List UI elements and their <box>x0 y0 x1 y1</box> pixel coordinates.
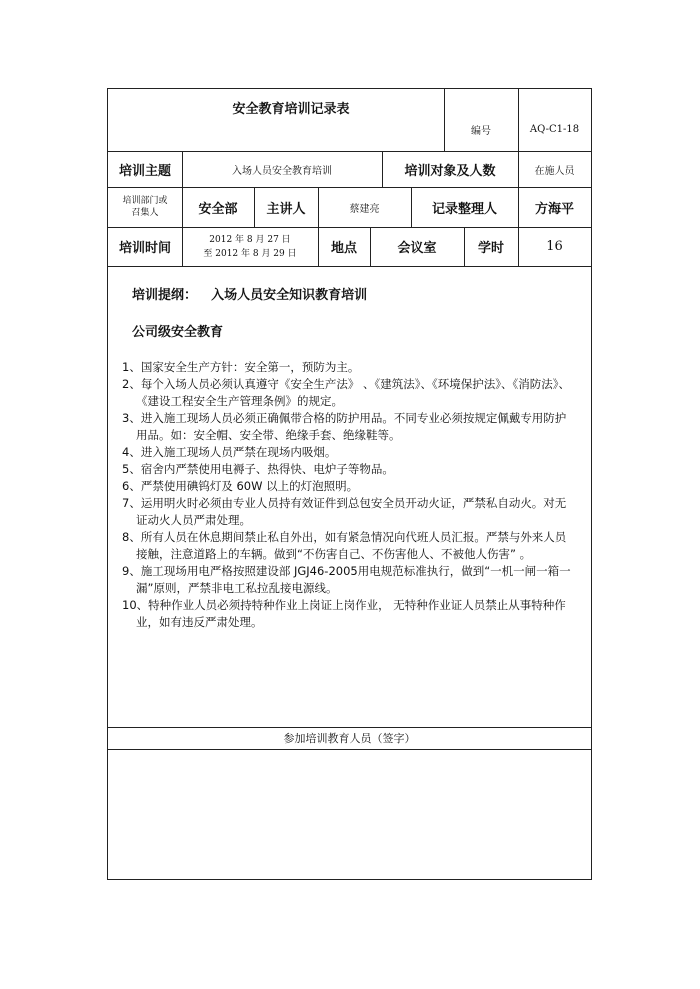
outline-heading <box>132 284 367 303</box>
list-item: 4、进入施工现场人员严禁在现场内吸烟。 <box>122 445 337 459</box>
list-item: 5、宿舍内严禁使用电褥子、热得快、电炉子等物品。 <box>122 462 394 476</box>
section-title: 公司级安全教育 <box>132 325 224 340</box>
audience-label: 培训对象及人数 <box>404 163 496 179</box>
place-value: 会议室 <box>397 241 437 256</box>
list-item: 8、所有人员在休息期间禁止私自外出，如有紧急情况向代班人员汇报。严禁与外来人员接触，注意道路上的车辆。做到“不伤害自己、不伤害他人、不被他人伤害” 。 <box>122 530 567 561</box>
audience-value: 在施人员 <box>534 165 575 177</box>
list-item: 6、严禁使用碘钨灯及 60W 以上的灯泡照明。 <box>122 479 359 493</box>
place-label: 地点 <box>330 241 357 256</box>
dept-label <box>108 187 182 227</box>
time-line2: 至 2012 年 8 月 29 日 <box>203 248 297 259</box>
form-title: 安全教育培训记录表 <box>232 101 350 117</box>
topic-label: 培训主题 <box>118 163 171 179</box>
list-item: 2、每个入场人员必须认真遵守《安全生产法》 、《建筑法》、《环境保护法》、《消防法》、《建设工程安全生产管理条例》的规定。 <box>122 377 570 408</box>
dept-label-line1: 培训部门或 <box>122 196 168 206</box>
list-item: 7、运用明火时必须由专业人员持有效证件到总包安全员开动火证，严禁私自动火。对无证动火人员严肃处理。 <box>122 496 567 527</box>
rules-list <box>122 359 572 631</box>
list-item: 3、进入施工现场人员必须正确佩带合格的防护用品。不同专业必须按规定佩戴专用防护用品。如：安全帽、安全带、绝缘手套、绝缘鞋等。 <box>122 411 567 442</box>
list-item: 9、施工现场用电严格按照建设部 JGJ46-2005用电规范标准执行，做到“一机一闸一箱一漏”原则，严禁非电工私拉乱接电源线。 <box>122 564 571 595</box>
outline-title: 入场人员安全知识教育培训 <box>211 288 368 303</box>
number-label: 编号 <box>471 125 491 137</box>
list-item: 1、国家安全生产方针：安全第一，预防为主。 <box>122 360 360 374</box>
topic-value: 入场人员安全教育培训 <box>232 165 332 177</box>
time-line1: 2012 年 8 月 27 日 <box>209 234 291 245</box>
sign-label: 参加培训教育人员（签字） <box>283 732 416 745</box>
recorder-value: 方海平 <box>534 201 574 217</box>
lecturer-label: 主讲人 <box>266 201 306 217</box>
time-value <box>182 227 318 266</box>
outline-label: 培训提纲： <box>132 288 198 303</box>
hours-label: 学时 <box>477 241 504 256</box>
dept-value: 安全部 <box>198 201 238 217</box>
hours-value: 16 <box>546 239 563 254</box>
signature-area[interactable] <box>108 750 591 878</box>
list-item: 10、特种作业人员必须持特种作业上岗证上岗作业， 无特种作业证人员禁止从事特种作业，如有违反严肃处理。 <box>122 598 566 629</box>
training-record-form <box>107 88 592 880</box>
row-divider <box>108 266 591 267</box>
time-label: 培训时间 <box>118 241 171 256</box>
number-value: AQ-C1-18 <box>529 123 580 135</box>
dept-label-line2: 召集人 <box>131 208 159 218</box>
recorder-label: 记录整理人 <box>431 201 497 217</box>
lecturer-value: 蔡建亮 <box>349 203 380 215</box>
